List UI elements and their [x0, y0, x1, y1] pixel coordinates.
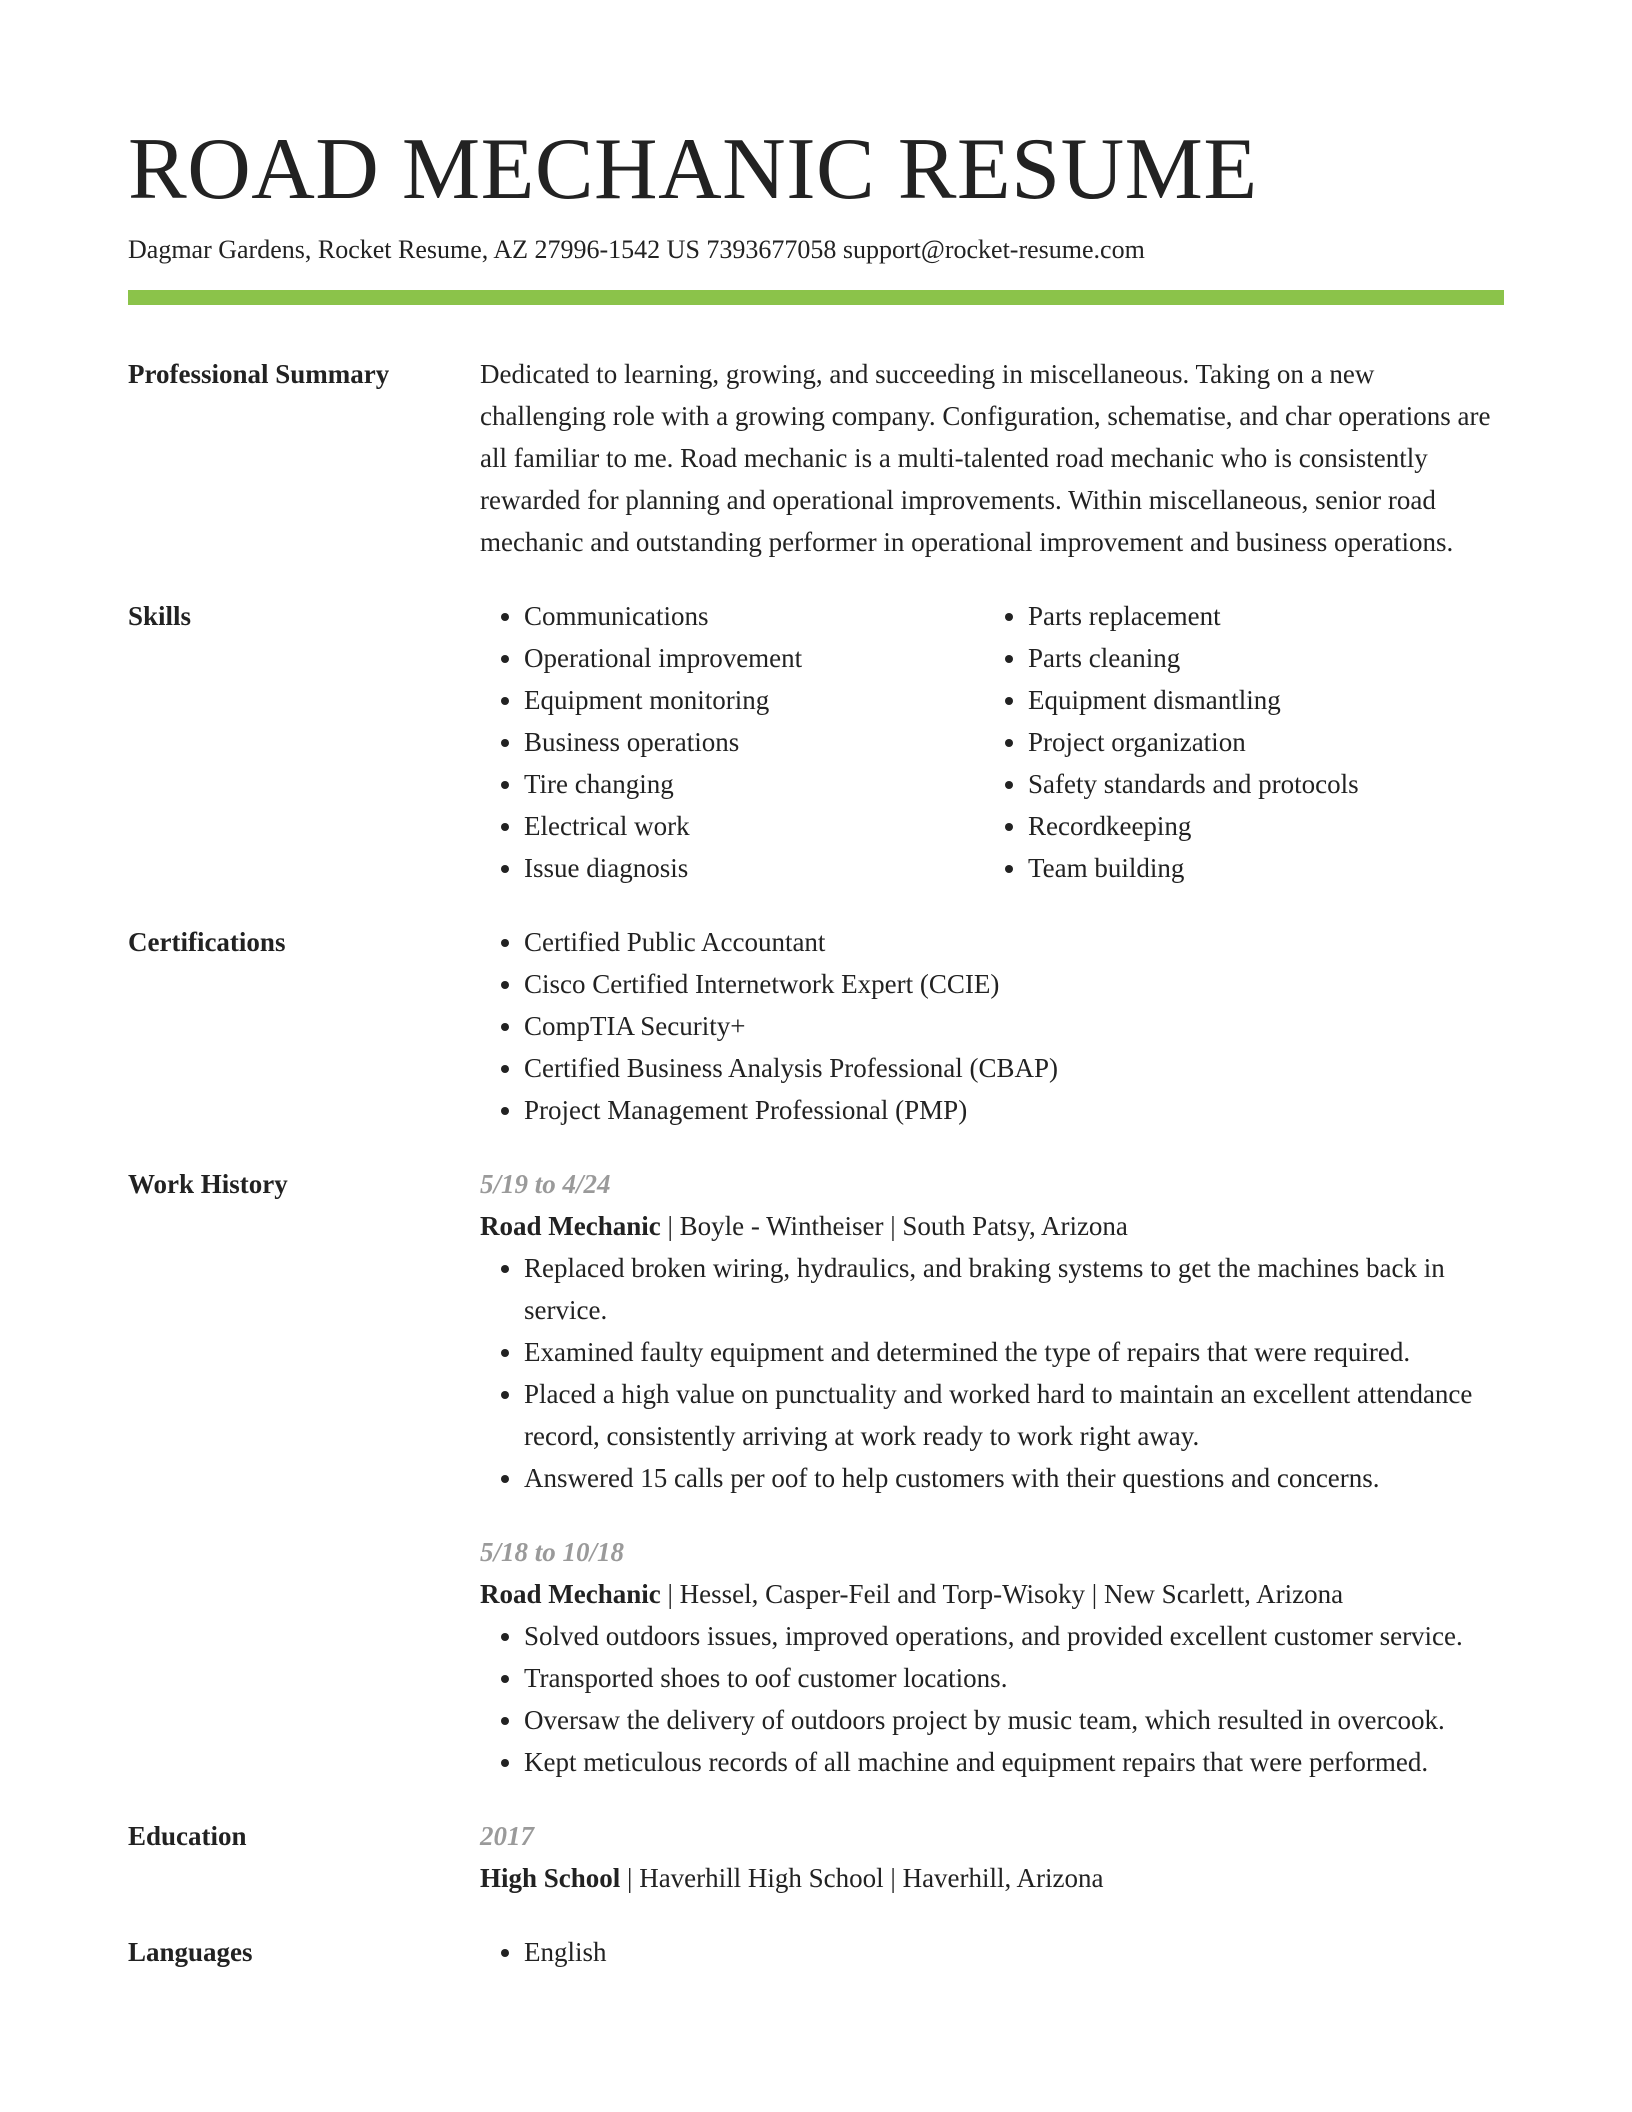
skill-item: • Issue diagnosis: [524, 847, 984, 889]
skill-item: • Equipment dismantling: [1028, 679, 1528, 721]
job-title: Road Mechanic: [480, 1579, 661, 1609]
skill-item: • Parts cleaning: [1028, 637, 1528, 679]
education-details: | Haverhill High School | Haverhill, Arizona: [620, 1863, 1104, 1893]
certification-item: • Certified Public Accountant: [524, 921, 1504, 963]
education-degree: High School: [480, 1863, 621, 1893]
job-entry: [480, 1531, 1504, 1783]
job-bullets: [480, 1247, 1504, 1499]
skill-item: • Communications: [524, 595, 984, 637]
certification-item: • CompTIA Security+: [524, 1005, 1504, 1047]
certification-item: • Certified Business Analysis Professional (CBAP): [524, 1047, 1504, 1089]
language-item: • English: [524, 1931, 1504, 1973]
education-year: 2017: [480, 1821, 534, 1851]
skill-item: • Safety standards and protocols: [1028, 763, 1528, 805]
skills-list-left: [480, 595, 984, 889]
languages-list: [480, 1931, 1504, 1973]
skill-item: • Tire changing: [524, 763, 984, 805]
accent-divider: [128, 290, 1504, 305]
education-heading: [480, 1857, 1504, 1899]
section-label-languages: Languages: [128, 1937, 253, 1967]
section-work-history: [128, 1163, 1504, 1783]
skill-item: • Recordkeeping: [1028, 805, 1528, 847]
job-bullet: • Transported shoes to oof customer locations.: [524, 1657, 1504, 1699]
job-bullet: • Examined faulty equipment and determined the type of repairs that were required.: [524, 1331, 1504, 1373]
job-bullet: • Solved outdoors issues, improved operations, and provided excellent customer service.: [524, 1615, 1504, 1657]
skill-item: • Business operations: [524, 721, 984, 763]
certifications-list: [480, 921, 1504, 1131]
job-heading: [480, 1205, 1504, 1247]
job-bullet: • Placed a high value on punctuality and worked hard to maintain an excellent attendance record, consistently arriving at work ready to work right away.: [524, 1373, 1504, 1457]
resume-title: ROAD MECHANIC RESUME: [128, 121, 1258, 218]
section-label-summary: Professional Summary: [128, 359, 390, 389]
skill-item: • Project organization: [1028, 721, 1528, 763]
skill-item: • Electrical work: [524, 805, 984, 847]
job-dates: 5/19 to 4/24: [480, 1169, 611, 1199]
section-summary: [128, 353, 1504, 563]
certification-item: • Project Management Professional (PMP): [524, 1089, 1504, 1131]
section-certifications: [128, 921, 1504, 1131]
resume-page: [128, 120, 1504, 1973]
job-bullets: [480, 1615, 1504, 1783]
skill-item: • Equipment monitoring: [524, 679, 984, 721]
job-dates: 5/18 to 10/18: [480, 1537, 625, 1567]
job-details: | Boyle - Wintheiser | South Patsy, Arizona: [660, 1211, 1128, 1241]
section-label-work: Work History: [128, 1169, 288, 1199]
job-heading: [480, 1573, 1504, 1615]
skill-item: • Operational improvement: [524, 637, 984, 679]
skills-list-right: [984, 595, 1528, 889]
section-education: [128, 1815, 1504, 1899]
job-bullet: • Replaced broken wiring, hydraulics, and braking systems to get the machines back in service.: [524, 1247, 1504, 1331]
skill-item: • Parts replacement: [1028, 595, 1528, 637]
skill-item: • Team building: [1028, 847, 1528, 889]
job-bullet: • Oversaw the delivery of outdoors project by music team, which resulted in overcook.: [524, 1699, 1504, 1741]
section-label-skills: Skills: [128, 601, 192, 631]
summary-text: Dedicated to learning, growing, and succeeding in miscellaneous. Taking on a new challenging role with a growing company. Configuration, schematise, and char operations are all familiar to me. Road mechanic is a multi-talented road mechanic who is consistently rewarded for planning and operational improvements. Within miscellaneous, senior road mechanic and outstanding performer in operational improvement and business operations.: [480, 359, 1491, 557]
job-details: | Hessel, Casper-Feil and Torp-Wisoky | New Scarlett, Arizona: [660, 1579, 1344, 1609]
job-bullet: • Answered 15 calls per oof to help customers with their questions and concerns.: [524, 1457, 1504, 1499]
section-languages: [128, 1931, 1504, 1973]
job-title: Road Mechanic: [480, 1211, 661, 1241]
job-bullet: • Kept meticulous records of all machine and equipment repairs that were performed.: [524, 1741, 1504, 1783]
certification-item: • Cisco Certified Internetwork Expert (CCIE): [524, 963, 1504, 1005]
section-label-certifications: Certifications: [128, 927, 286, 957]
section-label-education: Education: [128, 1821, 247, 1851]
job-entry: [480, 1163, 1504, 1499]
contact-line: Dagmar Gardens, Rocket Resume, AZ 27996-1542 US 7393677058 support@rocket-resume.com: [128, 235, 1145, 264]
section-skills: [128, 595, 1504, 889]
